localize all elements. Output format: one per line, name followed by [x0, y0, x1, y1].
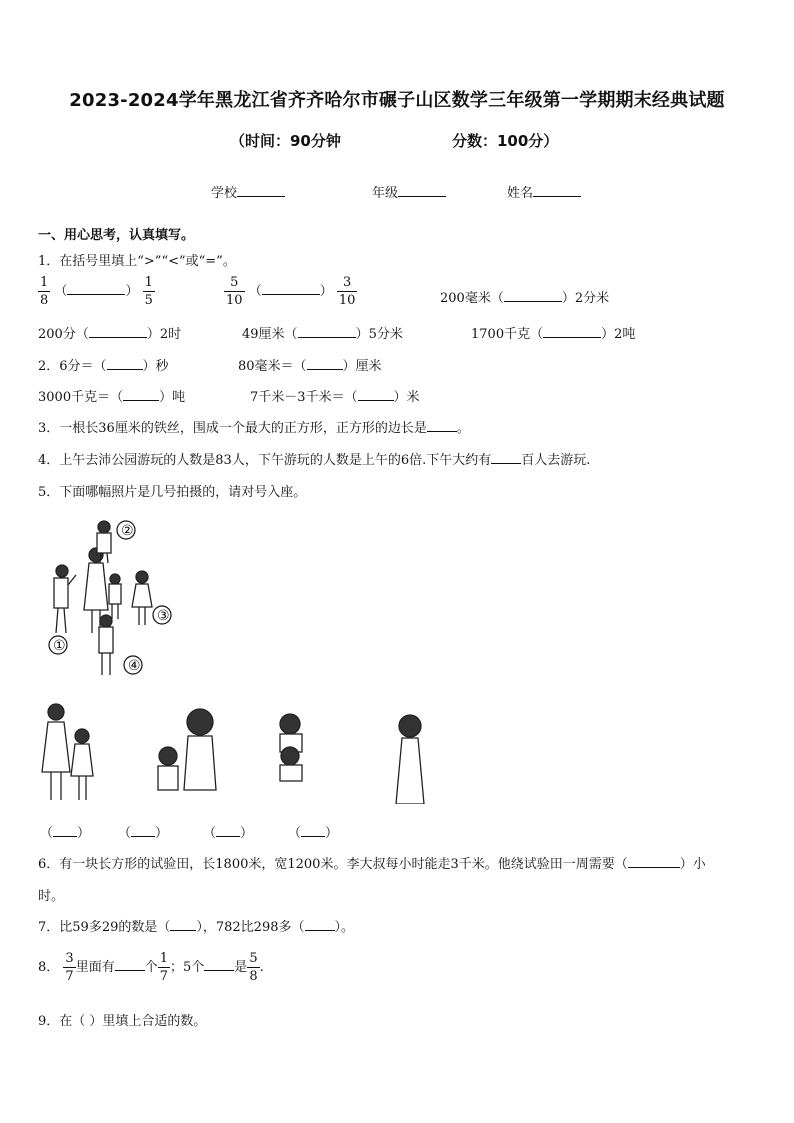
grade-label: 年级: [372, 186, 399, 201]
answer-blank[interactable]: [301, 836, 325, 837]
grade-field[interactable]: [372, 182, 446, 201]
answer-blank[interactable]: [262, 294, 320, 295]
q5-answers: （ ）: [203, 826, 254, 841]
label-4: ④: [128, 658, 141, 674]
q5-scene-image: [40, 515, 190, 685]
answer-blank[interactable]: [123, 400, 159, 401]
q5-answers: （ ）: [40, 826, 91, 841]
school-blank[interactable]: [237, 184, 285, 197]
q2-item-3: 3000千克＝（ ）吨: [38, 390, 186, 405]
label-2: ②: [121, 523, 134, 539]
answer-blank[interactable]: [307, 369, 343, 370]
school-label: 学校: [211, 186, 238, 201]
q4: 4．上午去沛公园游玩的人数是83人，下午游玩的人数是上午的6倍.下午大约有 百人去游玩.: [38, 453, 591, 468]
photo-4: [388, 712, 430, 804]
q1-item-3: 200毫米（ ）2分米: [440, 291, 610, 306]
photo-3: [272, 712, 312, 782]
answer-blank[interactable]: [305, 930, 335, 931]
fraction: $\frac{3}{7}$: [65, 951, 74, 984]
q2-item-1: 2．6分＝（ ）秒: [38, 359, 169, 374]
q1-item-6: 1700千克（ ）2吨: [471, 327, 636, 342]
fraction: $\frac{3}{10}$: [338, 275, 356, 308]
q6-line-1: 6．有一块长方形的试验田，长1800米，宽1200米。李大叔每小时能走3千米。他绕试验田一周需要（ ）小: [38, 857, 706, 872]
grade-blank[interactable]: [398, 184, 446, 197]
q1-item-4: 200分（ ）2时: [38, 327, 182, 342]
q5-answers: （ ）: [118, 826, 169, 841]
answer-blank[interactable]: [204, 970, 234, 971]
label-3: ③: [157, 608, 170, 624]
q1-item-1: $\frac{1}{8}$ （ ） $\frac{1}{5}$: [40, 275, 153, 308]
q6-line-2: 时。: [38, 889, 65, 904]
q3: 3．一根长36厘米的铁丝，围成一个最大的正方形，正方形的边长是 。: [38, 421, 470, 436]
answer-blank[interactable]: [89, 337, 147, 338]
fraction: $\frac{1}{5}$: [144, 275, 153, 308]
exam-time: （时间：90分钟: [230, 132, 341, 150]
q7: 7．比59多29的数是（ ），782比298多（ ）。: [38, 920, 355, 935]
fraction: $\frac{1}{8}$: [40, 275, 49, 308]
q1-item-5: 49厘米（ ）5分米: [242, 327, 403, 342]
q5-text: 5．下面哪幅照片是几号拍摄的，请对号入座。: [38, 485, 307, 500]
q9: 9．在（ ）里填上合适的数。: [38, 1014, 207, 1029]
answer-blank[interactable]: [107, 369, 143, 370]
answer-blank[interactable]: [170, 930, 196, 931]
name-field[interactable]: [507, 182, 581, 201]
answer-blank[interactable]: [115, 970, 145, 971]
photo-2: [152, 700, 224, 792]
q5-answers: （ ）: [288, 826, 339, 841]
fraction: $\frac{5}{8}$: [249, 951, 258, 984]
fraction: $\frac{5}{10}$: [226, 275, 243, 308]
photo-1: [36, 700, 106, 806]
q1-text: 1．在括号里填上“>”“<”或“=”。: [38, 254, 236, 269]
answer-blank[interactable]: [543, 337, 601, 338]
name-label: 姓名: [507, 186, 534, 201]
page-title: 2023-2024学年黑龙江省齐齐哈尔市碾子山区数学三年级第一学期期末经典试题: [69, 90, 725, 111]
q2-item-4: 7千米－3千米＝（ ）米: [250, 390, 420, 405]
answer-blank[interactable]: [504, 301, 562, 302]
answer-blank[interactable]: [53, 836, 77, 837]
answer-blank[interactable]: [131, 836, 155, 837]
answer-blank[interactable]: [358, 400, 394, 401]
q2-item-2: 80毫米＝（ ）厘米: [238, 359, 382, 374]
answer-blank[interactable]: [298, 337, 356, 338]
fraction: $\frac{1}{7}$: [159, 951, 169, 984]
answer-blank[interactable]: [216, 836, 240, 837]
answer-blank[interactable]: [427, 431, 457, 432]
answer-blank[interactable]: [491, 463, 521, 464]
section-heading: 一、用心思考，认真填写。: [38, 228, 195, 243]
label-1: ①: [53, 638, 66, 654]
q8: 8． $\frac{3}{7}$ 里面有 个 $\frac{1}{7}$ ；5个 是 $\frac{5}{8}$ .: [38, 951, 264, 984]
answer-blank[interactable]: [67, 294, 125, 295]
q1-item-2: $\frac{5}{10}$ （ ） $\frac{3}{10}$: [226, 275, 356, 308]
answer-blank[interactable]: [628, 867, 680, 868]
name-blank[interactable]: [533, 184, 581, 197]
exam-score: 分数：100分）: [452, 132, 559, 150]
school-field[interactable]: [211, 182, 285, 201]
